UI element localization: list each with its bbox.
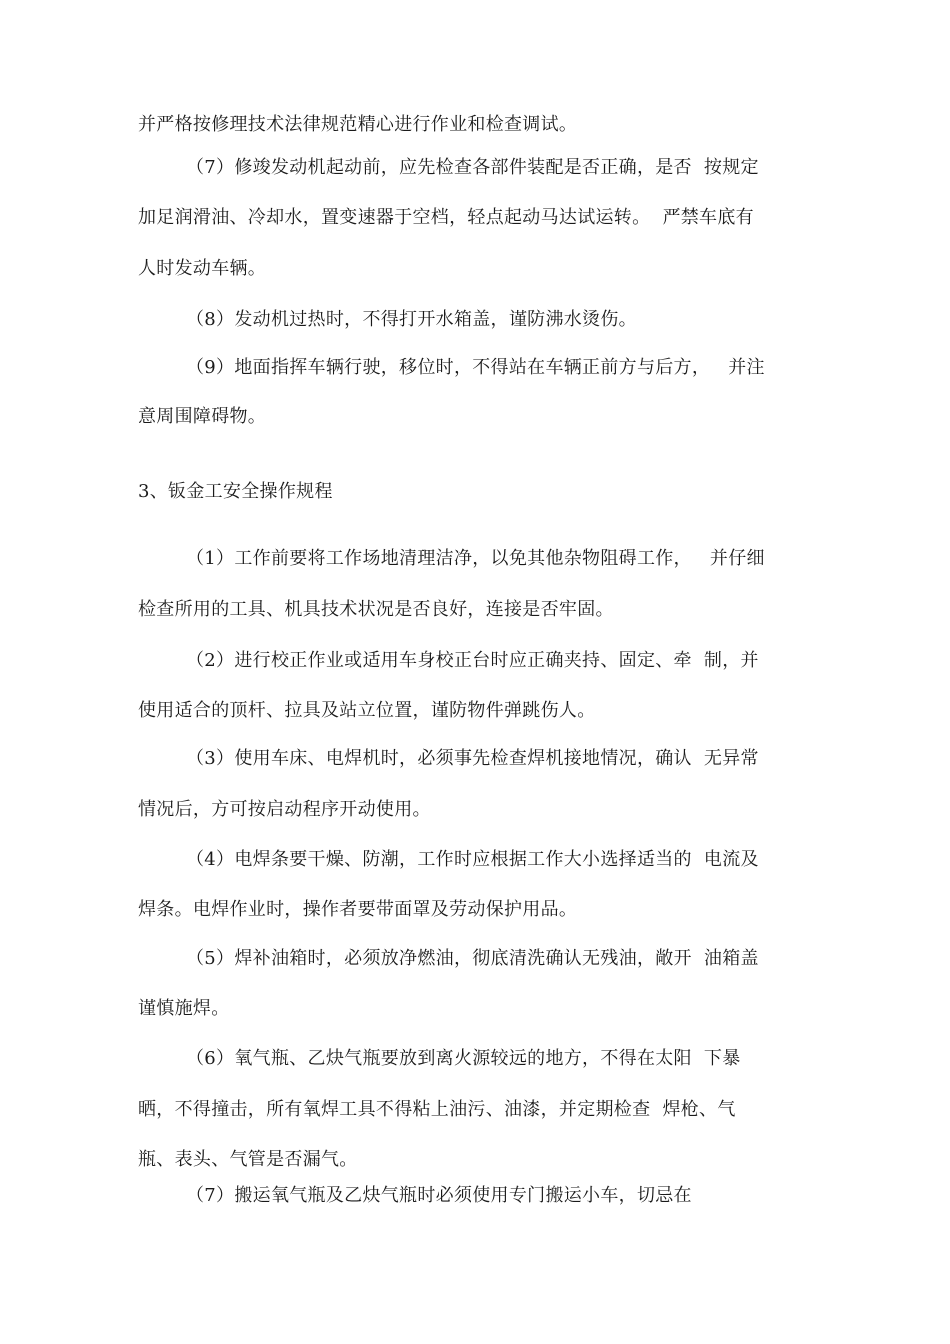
paragraph-line: （1）工作前要将工作场地清理洁净，以免其他杂物阻碍工作， 并仔细 [186,548,765,569]
paragraph-line: 加足润滑油、冷却水，置变速器于空档，轻点起动马达试运转。 严禁车底有 [138,207,754,228]
paragraph-line: （5）焊补油箱时，必须放净燃油，彻底清洗确认无残油，敞开 油箱盖 [186,948,759,969]
paragraph-line: （2）进行校正作业或适用车身校正台时应正确夹持、固定、牵 制，并 [186,650,759,671]
paragraph-line: （3）使用车床、电焊机时，必须事先检查焊机接地情况，确认 无异常 [186,748,759,769]
paragraph-line: 情况后，方可按启动程序开动使用。 [138,799,431,820]
section-heading: 3、钣金工安全操作规程 [138,481,333,502]
paragraph-line: （6）氧气瓶、乙炔气瓶要放到离火源较远的地方，不得在太阳 下暴 [186,1048,741,1069]
paragraph-line: 并严格按修理技术法律规范精心进行作业和检查调试。 [138,114,578,135]
paragraph-line: （8）发动机过热时，不得打开水箱盖，谨防沸水烫伤。 [186,309,637,330]
paragraph-line: 晒，不得撞击，所有氧焊工具不得粘上油污、油漆，并定期检查 焊枪、气 [138,1099,736,1120]
paragraph-line: 焊条。电焊作业时，操作者要带面罩及劳动保护用品。 [138,899,578,920]
paragraph-line: （4）电焊条要干燥、防潮，工作时应根据工作大小选择适当的 电流及 [186,849,759,870]
paragraph-line: 瓶、表头、气管是否漏气。 [138,1149,358,1170]
paragraph-line: 谨慎施焊。 [138,998,230,1019]
paragraph-line: 意周围障碍物。 [138,406,267,427]
paragraph-line: 使用适合的顶杆、拉具及站立位置，谨防物件弹跳伤人。 [138,700,596,721]
paragraph-line: （7）搬运氧气瓶及乙炔气瓶时必须使用专门搬运小车，切忌在 [186,1185,692,1206]
paragraph-line: （9）地面指挥车辆行驶，移位时，不得站在车辆正前方与后方， 并注 [186,357,765,378]
paragraph-line: （7）修竣发动机起动前，应先检查各部件装配是否正确，是否 按规定 [186,157,759,178]
paragraph-line: 人时发动车辆。 [138,258,267,279]
paragraph-line: 检查所用的工具、机具技术状况是否良好，连接是否牢固。 [138,599,614,620]
